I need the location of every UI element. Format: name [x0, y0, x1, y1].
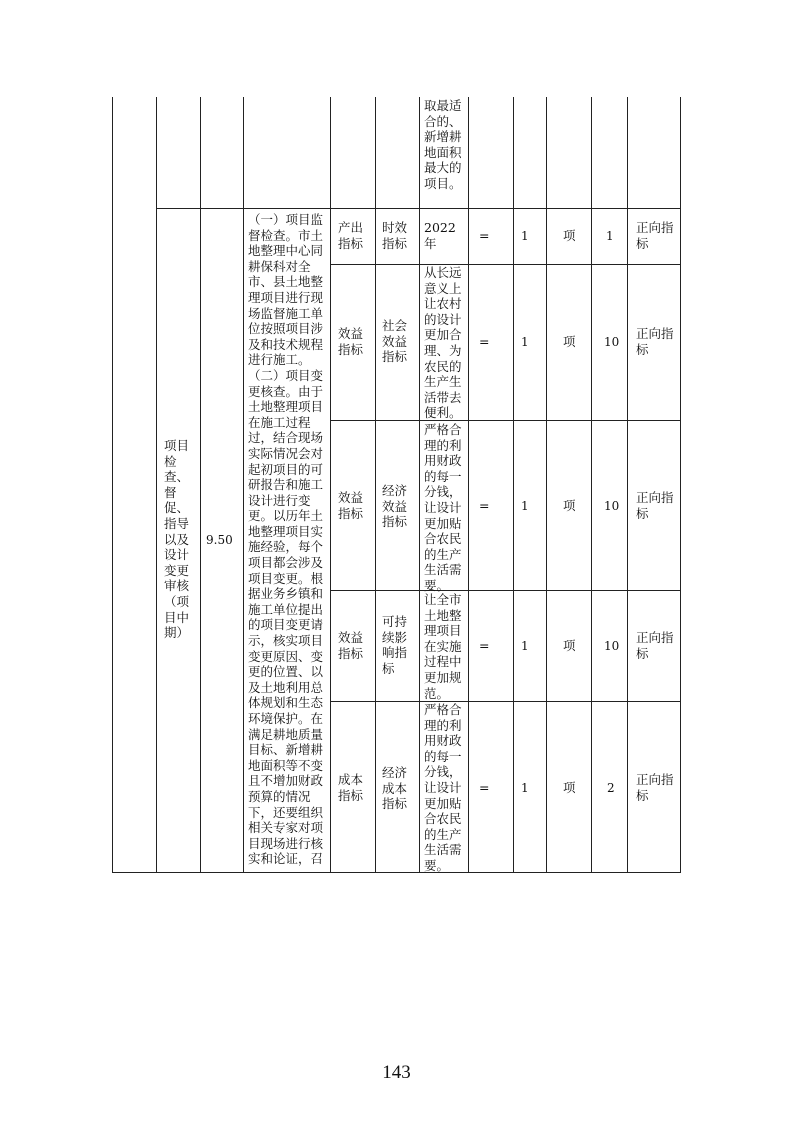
column-divider — [330, 97, 331, 873]
column-divider — [156, 97, 157, 873]
row-divider — [330, 701, 681, 702]
project-content: （一）项目监 督检查。市土 地整理中心同 耕保科对全 市、县土地整 理项目进行现 场监督施工单 位按照项目涉 及和技术规程 进行施工。 （二）项目变 更核查。由于 土地整理项目 在施工过程 过，结合现场 实际情况会对 起初项目的可 研报告和施工 设计进行变 更。以历年土 地整理项目实 施经验，每个 项目都会涉及 项目变更。根 据业务乡镇和 施工单位提出 的项目变更请 示，核实项目 变更原因、变 更的位置、以 及土地利用总 体规划和生态 环境保护。在 满足耕地质量 目标、新增耕 地面积等不变 且不增加财政 预算的情况 下，还要组织 相关专家对项 目现场进行核 实和论证，召 — [248, 212, 324, 867]
level1-indicator: 效益 指标 — [338, 630, 364, 661]
indicator-value: 让全市 土地整 理项目 在实施 过程中 更加规 范。 — [424, 592, 462, 701]
score: 10 — [604, 335, 620, 349]
score: 1 — [606, 229, 614, 243]
column-divider — [419, 97, 420, 873]
score: 2 — [607, 781, 615, 795]
target-value: 1 — [521, 781, 529, 795]
column-divider — [627, 97, 628, 873]
project-name: 项目 检 查、 督 促、 指导 以及 设计 变更 审核 （项 目中 期） — [164, 438, 190, 641]
indicator-value: 严格合 理的利 用财政 的每一 分钱， 让设计 更加贴 合农民 的生产 生活需 要。 — [424, 702, 462, 873]
indicator-value: 从长远 意义上 让农村 的设计 更加合 理、为 农民的 生产生 活带去 便利。 — [424, 265, 462, 421]
target-value: 1 — [521, 229, 529, 243]
direction: 正向指 标 — [636, 220, 674, 251]
target-value: 1 — [521, 335, 529, 349]
indicator-value: 2022 年 — [424, 220, 456, 251]
level1-indicator: 效益 指标 — [338, 326, 364, 357]
table-border-bottom — [112, 872, 681, 873]
row-divider — [330, 420, 681, 421]
table-border-left — [112, 97, 113, 873]
unit: 项 — [563, 780, 576, 795]
direction: 正向指 标 — [636, 326, 674, 357]
level2-indicator: 经济 成本 指标 — [382, 765, 408, 812]
target-value: 1 — [521, 499, 529, 513]
column-divider — [468, 97, 469, 873]
operator: = — [479, 498, 490, 513]
column-divider — [375, 97, 376, 873]
project-weight: 9.50 — [206, 533, 233, 547]
row-divider — [330, 264, 681, 265]
column-divider — [546, 97, 547, 873]
prev-row-indicator-value: 取最适 合的、 新增耕 地面积 最大的 项目。 — [424, 98, 462, 191]
row-divider — [156, 208, 681, 209]
direction: 正向指 标 — [636, 772, 674, 803]
row-divider — [330, 590, 681, 591]
level2-indicator: 社会 效益 指标 — [382, 318, 408, 365]
level1-indicator: 效益 指标 — [338, 490, 364, 521]
column-divider — [243, 97, 244, 873]
level1-indicator: 成本 指标 — [338, 772, 364, 803]
unit: 项 — [563, 638, 576, 653]
level2-indicator: 经济 效益 指标 — [382, 483, 408, 530]
unit: 项 — [563, 334, 576, 349]
unit: 项 — [563, 228, 576, 243]
column-divider — [513, 97, 514, 873]
page-number: 143 — [382, 1062, 411, 1083]
direction: 正向指 标 — [636, 630, 674, 661]
column-divider — [200, 97, 201, 873]
operator: = — [479, 228, 490, 243]
direction: 正向指 标 — [636, 490, 674, 521]
score: 10 — [604, 639, 620, 653]
table-border-right — [680, 97, 681, 873]
operator: = — [479, 638, 490, 653]
target-value: 1 — [521, 639, 529, 653]
level2-indicator: 可持 续影 响指 标 — [382, 614, 408, 676]
unit: 项 — [563, 498, 576, 513]
level1-indicator: 产出 指标 — [338, 220, 364, 251]
operator: = — [479, 780, 490, 795]
column-divider — [591, 97, 592, 873]
level2-indicator: 时效 指标 — [382, 220, 408, 251]
indicator-value: 严格合 理的利 用财政 的每一 分钱， 让设计 更加贴 合农民 的生产 生活需 要。 — [424, 422, 462, 593]
score: 10 — [604, 499, 620, 513]
operator: = — [479, 334, 490, 349]
